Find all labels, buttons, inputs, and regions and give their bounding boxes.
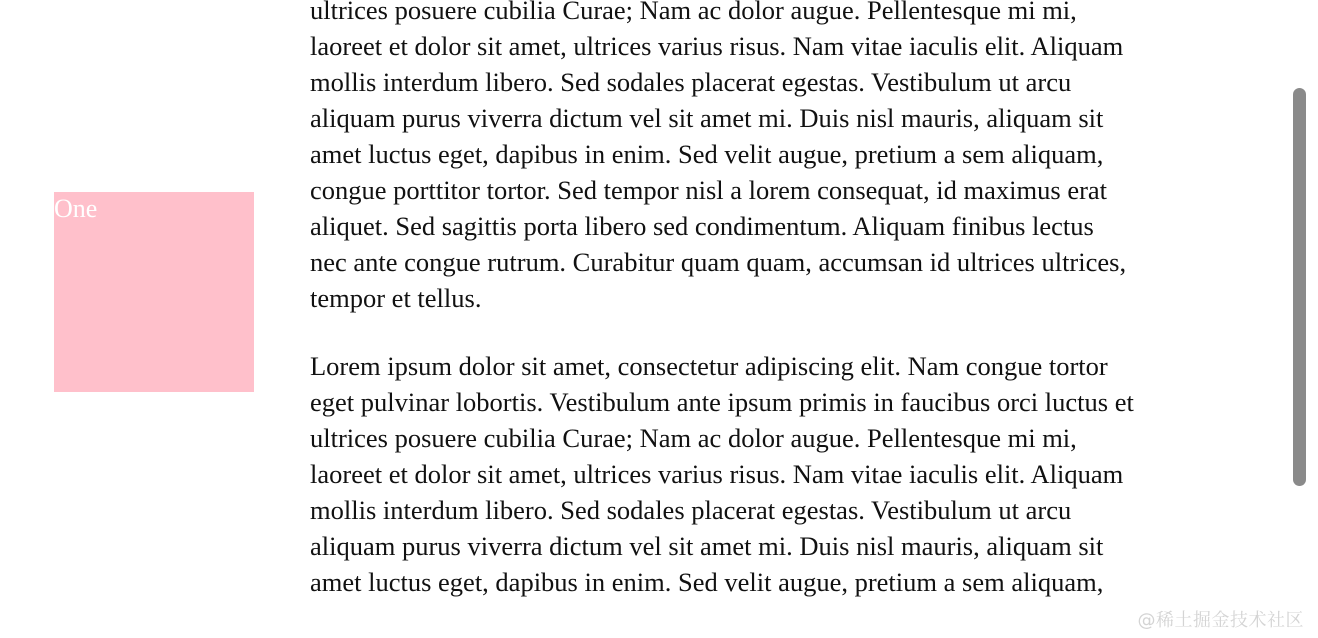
- text-line: ultrices posuere cubilia Curae; Nam ac dolor augue. Pellentesque mi mi,: [310, 0, 1077, 25]
- text-line: eget pulvinar lobortis. Vestibulum ante ipsum primis in faucibus orci luctus et: [310, 387, 1134, 417]
- text-line: amet luctus eget, dapibus in enim. Sed velit augue, pretium a sem aliquam,: [310, 567, 1104, 597]
- watermark: @稀土掘金技术社区: [1137, 610, 1304, 631]
- text-line: aliquam purus viverra dictum vel sit amet mi. Duis nisl mauris, aliquam sit: [310, 531, 1104, 561]
- text-line: laoreet et dolor sit amet, ultrices varius risus. Nam vitae iaculis elit. Aliquam: [310, 31, 1124, 61]
- text-line: tempor et tellus.: [310, 283, 482, 313]
- text-line: nec ante congue rutrum. Curabitur quam quam, accumsan id ultrices ultrices,: [310, 247, 1127, 277]
- text-line: aliquet. Sed sagittis porta libero sed condimentum. Aliquam finibus lectus: [310, 211, 1094, 241]
- text-column: [310, 0, 1310, 600]
- paragraph: [310, 0, 1310, 316]
- text-line: ultrices posuere cubilia Curae; Nam ac dolor augue. Pellentesque mi mi,: [310, 423, 1077, 453]
- pink-box: [54, 192, 254, 392]
- text-line: mollis interdum libero. Sed sodales placerat egestas. Vestibulum ut arcu: [310, 67, 1072, 97]
- text-line: aliquam purus viverra dictum vel sit amet mi. Duis nisl mauris, aliquam sit: [310, 103, 1104, 133]
- paragraph: [310, 348, 1310, 600]
- text-line: Lorem ipsum dolor sit amet, consectetur adipiscing elit. Nam congue tortor: [310, 351, 1108, 381]
- box-label: One: [54, 194, 98, 223]
- paragraph-gap: [310, 316, 1310, 348]
- text-line: amet luctus eget, dapibus in enim. Sed velit augue, pretium a sem aliquam,: [310, 139, 1104, 169]
- scrollbar-thumb[interactable]: [1293, 88, 1306, 486]
- text-line: laoreet et dolor sit amet, ultrices varius risus. Nam vitae iaculis elit. Aliquam: [310, 459, 1124, 489]
- text-line: congue porttitor tortor. Sed tempor nisl a lorem consequat, id maximus erat: [310, 175, 1108, 205]
- text-line: mollis interdum libero. Sed sodales placerat egestas. Vestibulum ut arcu: [310, 495, 1072, 525]
